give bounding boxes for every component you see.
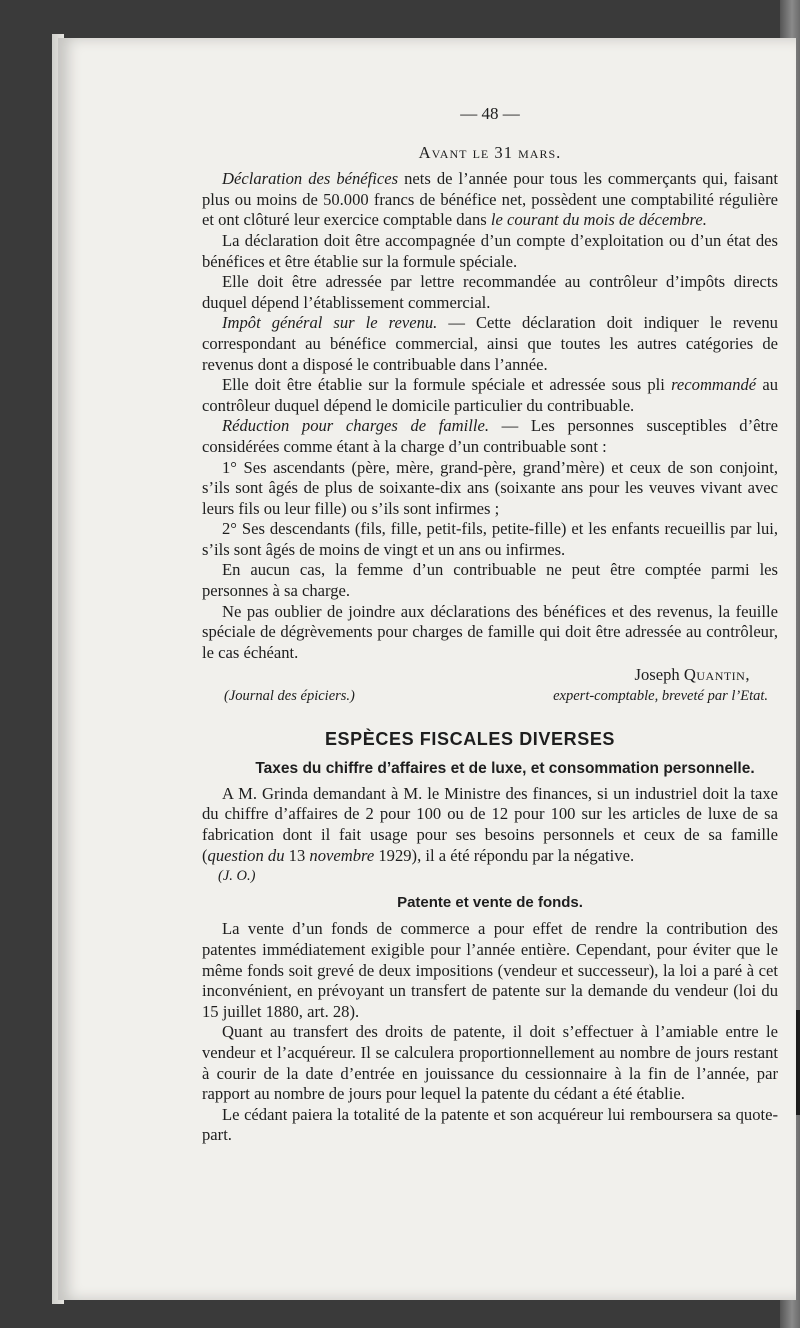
paragraph-ascendants: 1° Ses ascendants (père, mère, grand-père, grand’mère) et ceux de son conjoint, s’ils sont âgés de plus de soixante-dix ans (soixante ans pour les veuves vivant avec leurs fils ou leur fille) ou s’ils sont infirmes ; <box>202 457 778 518</box>
paragraph-femme: En aucun cas, la femme d’un contribuable ne peut être comptée parmi les personnes à sa charge. <box>202 560 778 601</box>
source-jo: (J. O.) <box>218 868 256 885</box>
italic-term: recommandé <box>671 375 757 395</box>
paragraph-text: — Cette déclaration doit indiquer le revenu correspondant au bénéfice commercial, ainsi que toutes les autres catégories de revenus dont a disposé le contribuable dans l’année. <box>202 313 778 374</box>
italic-term: le courant du mois de décembre. <box>490 210 707 230</box>
paragraph-text: nets de l’année pour tous les commerçants qui, faisant plus ou moins de 50.000 francs de bénéfice net, possèdent une comptabilité régulière et ont clôturé leur exercice comptable dans <box>202 169 778 230</box>
italic-term: Impôt général sur le revenu. <box>222 313 438 333</box>
paragraph-compte-exploitation: La déclaration doit être accompagnée d’un compte d’exploitation ou d’un état des bénéfices et être établie sur la formule spéciale. <box>202 230 778 271</box>
signature-name: Joseph Quantin, <box>634 665 750 685</box>
page-content <box>202 104 778 1146</box>
section-date-heading: Avant le 31 mars. <box>418 142 562 162</box>
paragraph-question-grinda: A M. Grinda demandant à M. le Ministre des finances, si un industriel doit la taxe du chiffre d’affaires de 2 pour 100 ou de 12 pour 100 sur les articles de luxe de sa fabrication dont il fait usage pour ses besoins personnels et ceux de sa famille (question du 13 novembre 1929), il a été répondu par la négative. <box>202 783 778 865</box>
paragraph-text: — Les personnes susceptibles d’être considérées comme étant à la charge d’un contribuable sont : <box>202 416 778 456</box>
paragraph-lettre-recommandee: Elle doit être adressée par lettre recommandée au contrôleur d’impôts directs duquel dépend l’établissement commercial. <box>202 272 778 312</box>
paragraph-transfert-droits: Quant au transfert des droits de patente, il doit s’effectuer à l’amiable entre le vendeur et l’acquéreur. Il se calculera proportionnellement au nombre de jours restant à courir de la date d’entrée en jouissance du cessionnaire à la fin de l’année, par rapport au nombre de jours pour lequel la patente du cédant a été établie. <box>202 1022 778 1104</box>
signature-title: expert-comptable, breveté par l’Etat. <box>553 688 768 705</box>
paragraph-text: Elle doit être établie sur la formule spéciale et adressée sous pli <box>222 375 672 395</box>
paragraph-descendants: 2° Ses descendants (fils, fille, petit-fils, petite-fille) et les enfants recueillis par lui, s’ils sont âgés de moins de vingt et un ans ou infirmes. <box>202 519 778 559</box>
paragraph-impot-general <box>202 313 778 375</box>
paragraph-charges-famille <box>202 416 778 457</box>
paragraph-cedant: Le cédant paiera la totalité de la patente et son acquéreur lui remboursera sa quote-part. <box>202 1104 778 1145</box>
section-heading: ESPÈCES FISCALES DIVERSES <box>324 728 616 749</box>
subheading-patente: Patente et vente de fonds. <box>397 893 583 911</box>
page-number: — 48 — <box>460 104 520 123</box>
paragraph-text: au contrôleur duquel dépend le domicile particulier du contribuable. <box>202 375 779 415</box>
paragraph-formule-speciale <box>202 375 778 416</box>
paragraph-vente-fonds: La vente d’un fonds de commerce a pour effet de rendre la contribution des patentes immédiatement exigible pour l’année entière. Cependant, pour éviter que le même fonds soit grevé de deux impositions (vendeur et successeur), la loi a paré à cet inconvénient, en prévoyant un transfert de patente sur la demande du vendeur (loi du 15 juillet 1880, art. 28). <box>202 919 778 1021</box>
paragraph-declaration-benefices <box>202 169 778 231</box>
italic-term: Réduction pour charges de famille. <box>222 416 489 436</box>
signature-source: (Journal des épiciers.) <box>224 688 355 705</box>
italic-term: Déclaration des bénéfices <box>222 169 399 189</box>
paragraph-degrevements: Ne pas oublier de joindre aux déclarations des bénéfices et des revenus, la feuille spéciale de dégrèvements pour charges de famille qui doit être adressée au contrôleur, le cas échéant. <box>202 601 778 662</box>
signature-row <box>202 686 778 707</box>
subheading-taxes: Taxes du chiffre d’affaires et de luxe, et consommation personnelle. <box>255 760 755 778</box>
